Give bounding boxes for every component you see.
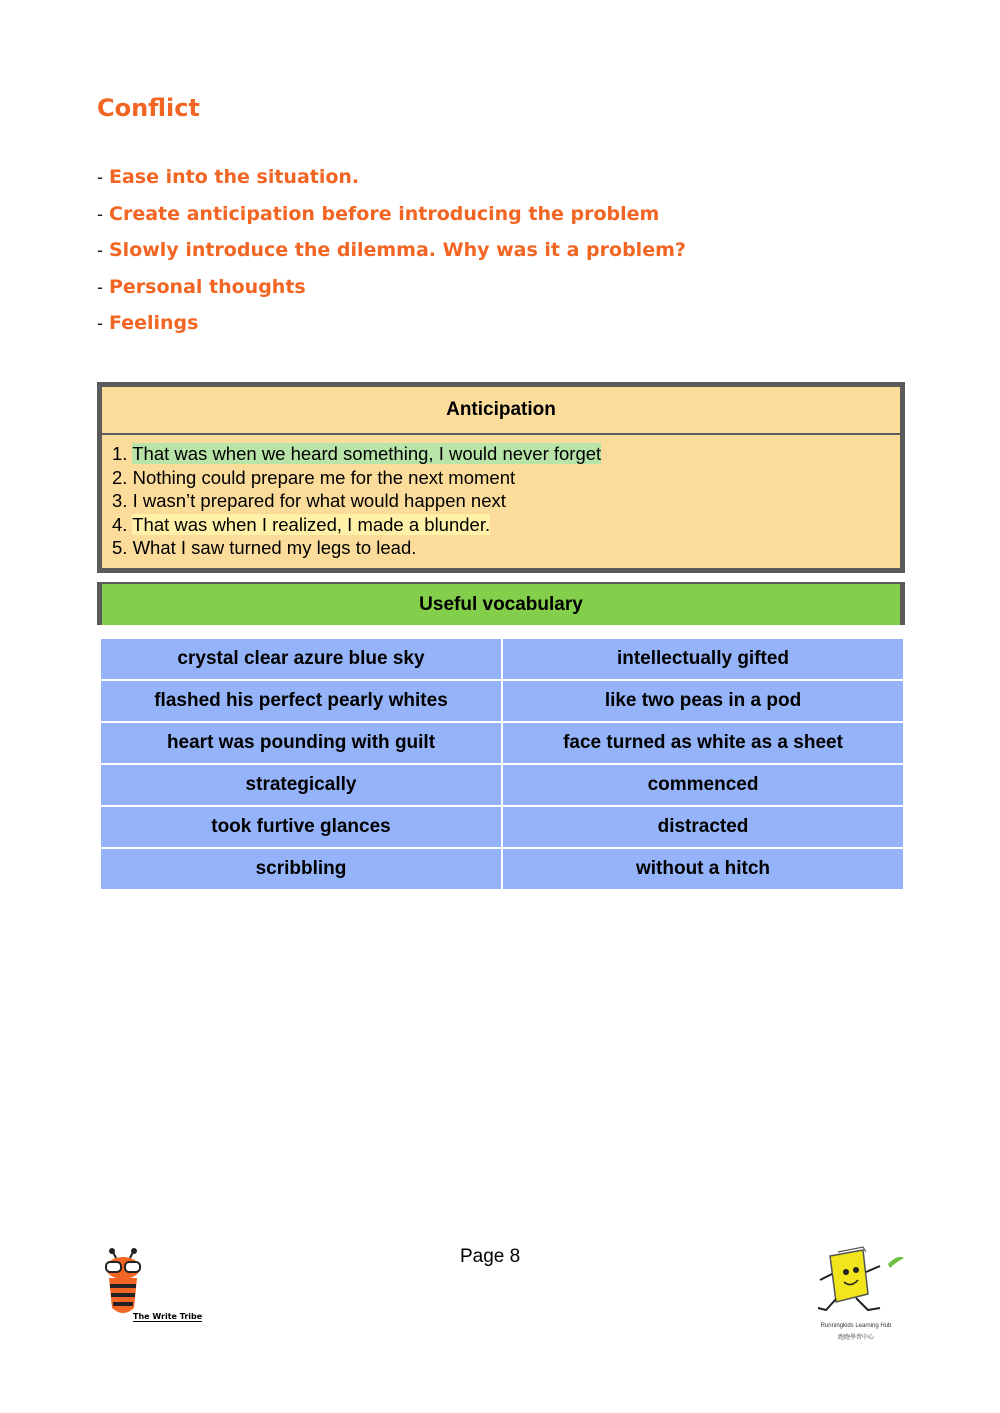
list-item bbox=[97, 236, 686, 273]
bullet-marker: - bbox=[97, 313, 103, 333]
item-text: That was when we heard something, I would never forget bbox=[132, 443, 602, 464]
runningkids-logo bbox=[808, 1244, 908, 1344]
page-heading: Conflict bbox=[97, 94, 200, 122]
list-item bbox=[97, 163, 686, 200]
tips-list bbox=[97, 163, 686, 346]
item-number: 3. bbox=[112, 490, 128, 511]
table-cell: intellectually gifted bbox=[502, 638, 904, 680]
item-text: Nothing could prepare me for the next moment bbox=[132, 466, 516, 488]
table-row bbox=[100, 638, 904, 680]
item-number: 2. bbox=[112, 466, 128, 488]
tip-text: Slowly introduce the dilemma. Why was it a problem? bbox=[109, 239, 686, 261]
anticipation-title: Anticipation bbox=[102, 387, 900, 435]
item-number: 5. bbox=[112, 537, 128, 558]
logo-text-chinese: 跑跑學習中心 bbox=[837, 1335, 874, 1341]
table-cell: flashed his perfect pearly whites bbox=[100, 680, 502, 722]
list-item bbox=[112, 442, 900, 466]
item-text: That was when I realized, I made a blunder. bbox=[132, 513, 491, 535]
running-book-icon bbox=[808, 1244, 908, 1319]
table-row bbox=[100, 848, 904, 890]
list-item bbox=[112, 466, 900, 490]
list-item bbox=[112, 536, 900, 560]
logo-text: The Write Tribe bbox=[133, 1312, 203, 1321]
vocabulary-table bbox=[99, 637, 905, 891]
item-text: What I saw turned my legs to lead. bbox=[132, 537, 417, 558]
list-item bbox=[97, 200, 686, 237]
tip-text: Feelings bbox=[109, 312, 199, 334]
table-row bbox=[100, 806, 904, 848]
tip-text: Ease into the situation. bbox=[109, 166, 360, 188]
table-cell: commenced bbox=[502, 764, 904, 806]
table-row bbox=[100, 680, 904, 722]
table-cell: like two peas in a pod bbox=[502, 680, 904, 722]
table-cell: distracted bbox=[502, 806, 904, 848]
tip-text: Personal thoughts bbox=[109, 275, 306, 298]
list-item bbox=[97, 309, 686, 346]
table-cell: took furtive glances bbox=[100, 806, 502, 848]
table-cell: crystal clear azure blue sky bbox=[100, 638, 502, 680]
anticipation-list bbox=[102, 435, 900, 560]
list-item bbox=[97, 273, 686, 310]
item-text: I wasn’t prepared for what would happen next bbox=[132, 490, 506, 511]
table-cell: strategically bbox=[100, 764, 502, 806]
page-number: Page 8 bbox=[460, 1246, 521, 1267]
item-number: 1. bbox=[112, 443, 128, 464]
bullet-marker: - bbox=[97, 240, 103, 260]
logo-text: Runningkids Learning Hub bbox=[820, 1323, 892, 1329]
list-item bbox=[112, 489, 900, 513]
vocabulary-title: Useful vocabulary bbox=[97, 582, 905, 625]
tip-text: Create anticipation before introducing the problem bbox=[109, 202, 660, 225]
bullet-marker: - bbox=[97, 167, 103, 187]
bullet-marker: - bbox=[97, 276, 103, 297]
table-cell: without a hitch bbox=[502, 848, 904, 890]
table-cell: heart was pounding with guilt bbox=[100, 722, 502, 764]
write-tribe-logo bbox=[100, 1248, 210, 1328]
bullet-marker: - bbox=[97, 203, 103, 224]
table-cell: face turned as white as a sheet bbox=[502, 722, 904, 764]
anticipation-box bbox=[97, 382, 905, 573]
table-cell: scribbling bbox=[100, 848, 502, 890]
table-row bbox=[100, 764, 904, 806]
item-number: 4. bbox=[112, 513, 128, 535]
table-row bbox=[100, 722, 904, 764]
bee-icon bbox=[100, 1248, 160, 1318]
list-item bbox=[112, 513, 900, 537]
